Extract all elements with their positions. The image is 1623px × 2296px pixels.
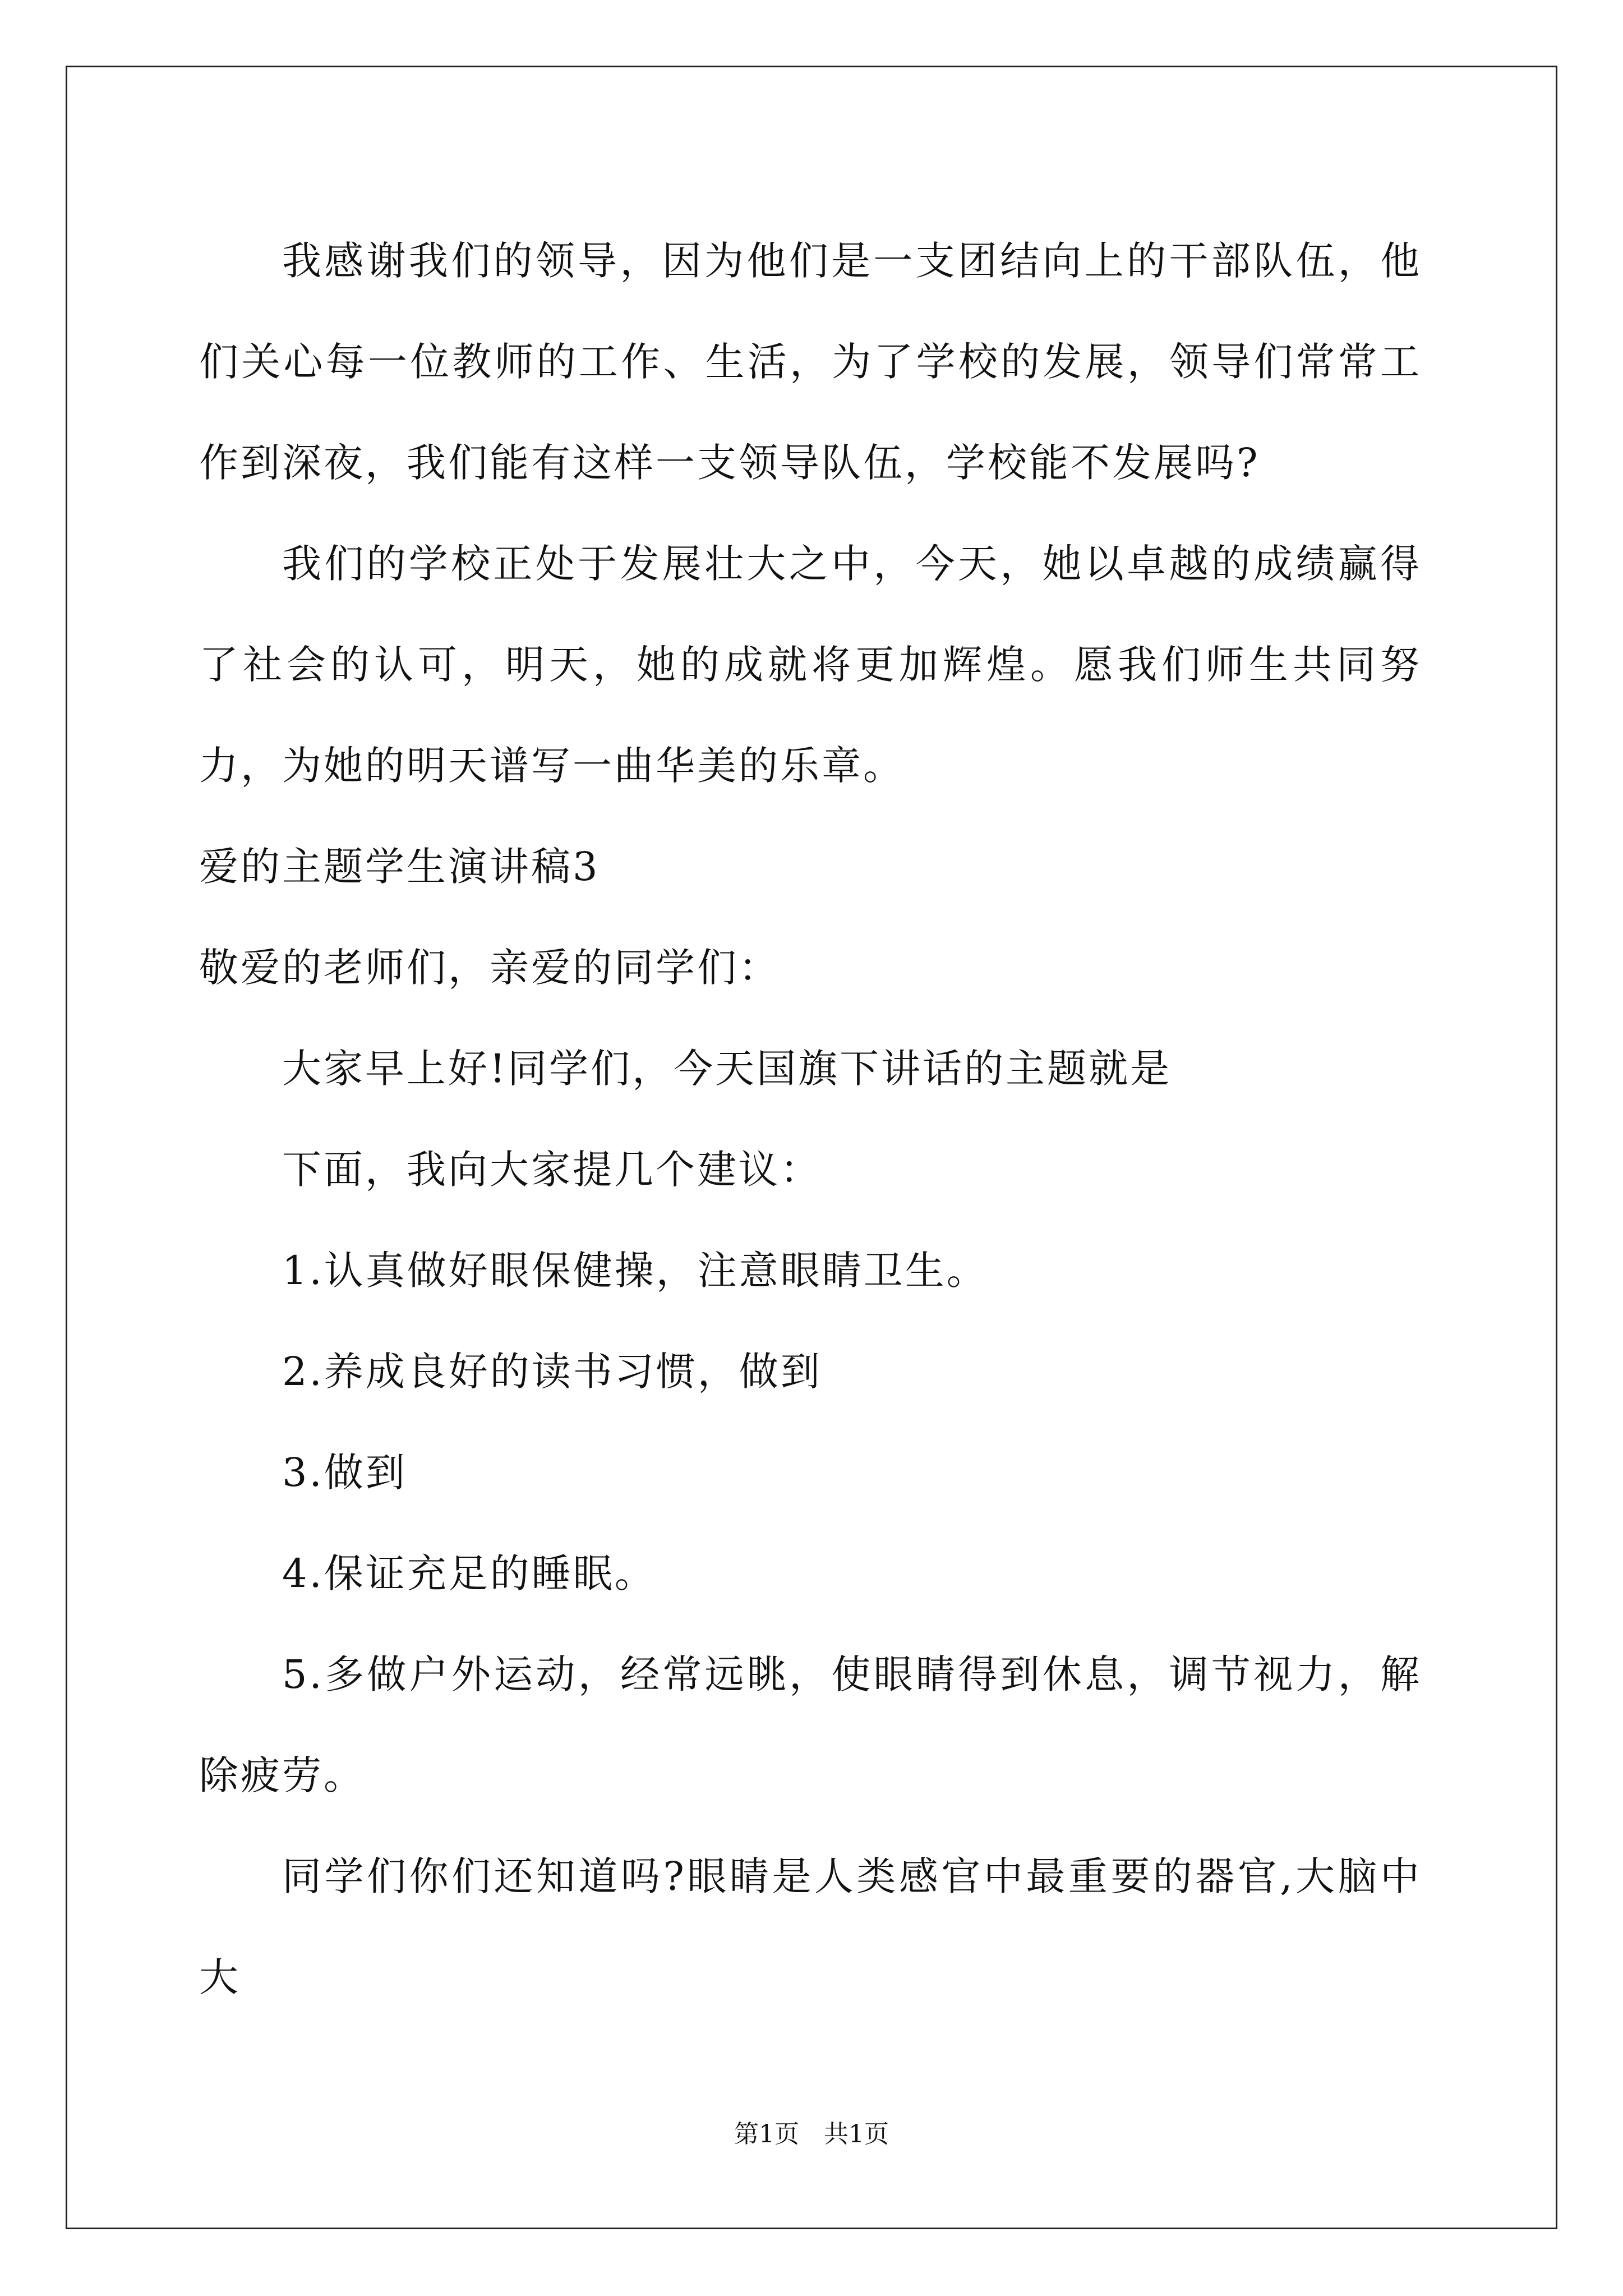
page-total: 共1页 (824, 2120, 889, 2148)
list-item: 1.认真做好眼保健操，注意眼睛卫生。 (282, 1248, 988, 1294)
page-footer (0, 2118, 1623, 2151)
salutation: 敬爱的老师们，亲爱的同学们： (199, 945, 780, 991)
list-item: 4.保证充足的睡眠。 (282, 1550, 656, 1596)
paragraph-greeting: 大家早上好!同学们，今天国旗下讲话的主题就是 (282, 1046, 1172, 1092)
paragraph-suggestions-intro: 下面，我向大家提几个建议： (282, 1147, 822, 1193)
list-item: 3.做到 (282, 1450, 407, 1496)
paragraph-eyes: 同学们你们还知道吗?眼睛是人类感官中最重要的器官,大脑中大 (199, 1853, 1422, 2000)
paragraph-thanks-leaders: 我感谢我们的领导，因为他们是一支团结向上的干部队伍，他们关心每一位教师的工作、生活，为了学校的发展，领导们常常工作到深夜，我们能有这样一支领导队伍，学校能不发展吗? (199, 238, 1422, 486)
document-body (199, 210, 1422, 2028)
list-item: 2.养成良好的读书习惯，做到 (282, 1349, 822, 1395)
section-heading: 爱的主题学生演讲稿3 (199, 844, 600, 890)
paragraph-school-future: 我们的学校正处于发展壮大之中，今天，她以卓越的成绩赢得了社会的认可，明天，她的成就将更加辉煌。愿我们师生共同努力，为她的明天谱写一曲华美的乐章。 (199, 541, 1422, 789)
page-number: 第1页 (734, 2120, 799, 2148)
list-item: 5.多做户外运动，经常远眺，使眼睛得到休息，调节视力，解除疲劳。 (199, 1651, 1422, 1798)
